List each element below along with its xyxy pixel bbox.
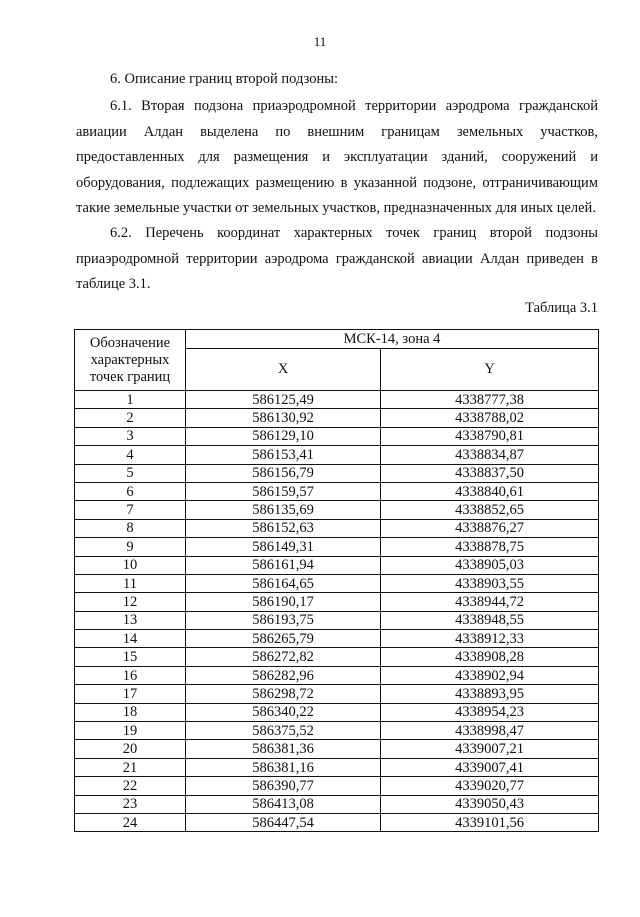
coordinates-table [74,329,599,832]
point-number: 19 [75,722,186,740]
x-value: 586190,17 [186,593,381,611]
point-number: 4 [75,446,186,464]
table-row [75,574,599,592]
paragraph-6-2 [76,221,598,298]
table-row [75,777,599,795]
y-value: 4338878,75 [381,538,599,556]
point-number: 11 [75,574,186,592]
table-row [75,630,599,648]
table-row [75,538,599,556]
section-heading: 6. Описание границ второй подзоны: [110,71,338,87]
y-value: 4338788,02 [381,409,599,427]
x-value: 586152,63 [186,519,381,537]
table-row [75,556,599,574]
y-value: 4338954,23 [381,703,599,721]
y-value: 4338852,65 [381,501,599,519]
x-value: 586135,69 [186,501,381,519]
point-number: 23 [75,795,186,813]
y-value: 4339020,77 [381,777,599,795]
y-value: 4338840,61 [381,482,599,500]
y-value: 4339101,56 [381,813,599,831]
point-number: 22 [75,777,186,795]
table-row [75,758,599,776]
x-value: 586161,94 [186,556,381,574]
point-number: 20 [75,740,186,758]
x-value: 586193,75 [186,611,381,629]
table-row [75,482,599,500]
table-row [75,427,599,445]
point-number: 18 [75,703,186,721]
header-name-line: точек границ [89,368,171,385]
table-row [75,446,599,464]
table-row [75,593,599,611]
x-value: 586375,52 [186,722,381,740]
y-value: 4338998,47 [381,722,599,740]
y-value: 4338948,55 [381,611,599,629]
table-row [75,464,599,482]
y-value: 4339007,41 [381,758,599,776]
header-point-designation [75,330,186,391]
point-number: 3 [75,427,186,445]
x-value: 586282,96 [186,666,381,684]
paragraph-6-1-text: 6.1. Вторая подзона приаэродромной территории аэродрома гражданской авиации Алдан выделена по внешним границам земельных участков, предоставленных для размещения и эксплуатации зданий, сооружений и оборудования, подлежащих размещению в указанной подзоне, отграничивающим такие земельные участки от земельных участков, предназначенных для иных целей. [76,98,598,216]
y-value: 4338903,55 [381,574,599,592]
x-value: 586381,16 [186,758,381,776]
y-value: 4338777,38 [381,391,599,409]
point-number: 6 [75,482,186,500]
point-number: 24 [75,813,186,831]
y-value: 4339007,21 [381,740,599,758]
y-value: 4338893,95 [381,685,599,703]
point-number: 13 [75,611,186,629]
table-body [75,391,599,832]
table-row [75,795,599,813]
point-number: 14 [75,630,186,648]
point-number: 15 [75,648,186,666]
point-number: 12 [75,593,186,611]
x-value: 586156,79 [186,464,381,482]
y-value: 4338837,50 [381,464,599,482]
table-row [75,813,599,831]
y-value: 4339050,43 [381,795,599,813]
table-row [75,685,599,703]
x-value: 586129,10 [186,427,381,445]
table-row [75,519,599,537]
table-row [75,740,599,758]
header-name-line: Обозначение [89,334,171,351]
x-value: 586413,08 [186,795,381,813]
x-value: 586125,49 [186,391,381,409]
y-value: 4338912,33 [381,630,599,648]
x-value: 586447,54 [186,813,381,831]
table-row [75,501,599,519]
x-value: 586130,92 [186,409,381,427]
x-value: 586272,82 [186,648,381,666]
x-value: 586265,79 [186,630,381,648]
x-value: 586149,31 [186,538,381,556]
table-row [75,648,599,666]
table-row [75,409,599,427]
y-value: 4338876,27 [381,519,599,537]
point-number: 1 [75,391,186,409]
header-y: Y [381,349,599,391]
header-coordinate-system: МСК-14, зона 4 [186,330,599,349]
point-number: 21 [75,758,186,776]
table-row [75,391,599,409]
table-row [75,666,599,684]
y-value: 4338905,03 [381,556,599,574]
point-number: 7 [75,501,186,519]
header-x: X [186,349,381,391]
point-number: 17 [75,685,186,703]
paragraph-6-2-text: 6.2. Перечень координат характерных точек границ второй подзоны приаэродромной территории аэродрома гражданской авиации Алдан приведен в таблице 3.1. [76,225,598,292]
header-name-line: характерных [90,351,170,368]
x-value: 586298,72 [186,685,381,703]
y-value: 4338790,81 [381,427,599,445]
point-number: 10 [75,556,186,574]
x-value: 586381,36 [186,740,381,758]
table-row [75,703,599,721]
point-number: 5 [75,464,186,482]
point-number: 16 [75,666,186,684]
y-value: 4338908,28 [381,648,599,666]
table-row [75,722,599,740]
point-number: 9 [75,538,186,556]
x-value: 586390,77 [186,777,381,795]
x-value: 586153,41 [186,446,381,464]
x-value: 586159,57 [186,482,381,500]
y-value: 4338834,87 [381,446,599,464]
point-number: 2 [75,409,186,427]
point-number: 8 [75,519,186,537]
paragraph-6-1 [76,94,598,222]
page-number: 11 [313,34,327,49]
x-value: 586164,65 [186,574,381,592]
table-caption: Таблица 3.1 [525,300,598,316]
y-value: 4338944,72 [381,593,599,611]
y-value: 4338902,94 [381,666,599,684]
table-row [75,611,599,629]
x-value: 586340,22 [186,703,381,721]
